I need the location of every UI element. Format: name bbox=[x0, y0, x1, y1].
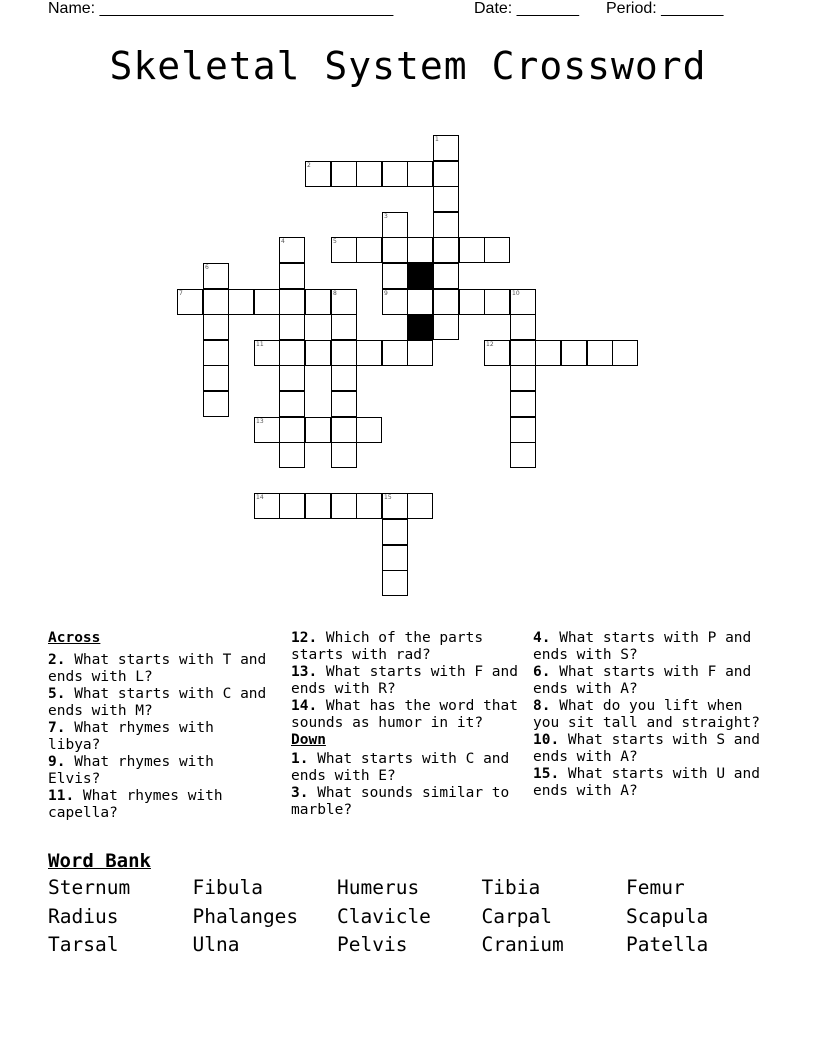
crossword-cell[interactable] bbox=[203, 314, 229, 340]
black-square bbox=[407, 263, 433, 289]
word-bank-item: Fibula bbox=[192, 876, 263, 899]
clues-column-2 bbox=[291, 630, 523, 819]
crossword-cell[interactable] bbox=[407, 237, 433, 263]
crossword-cell[interactable] bbox=[279, 417, 305, 443]
crossword-cell[interactable] bbox=[254, 493, 280, 519]
across-clue bbox=[48, 652, 273, 686]
crossword-cell[interactable] bbox=[382, 237, 408, 263]
word-bank-item: Carpal bbox=[481, 904, 552, 928]
clue-text: What starts with P and ends with S? bbox=[533, 630, 752, 663]
clue-text: What rhymes with libya? bbox=[48, 720, 214, 753]
crossword-cell[interactable] bbox=[356, 161, 382, 187]
down-clue bbox=[291, 751, 523, 785]
clue-number: 13 bbox=[256, 418, 264, 425]
crossword-cell[interactable] bbox=[254, 340, 280, 366]
crossword-cell[interactable] bbox=[459, 237, 485, 263]
crossword-cell[interactable] bbox=[433, 186, 459, 212]
crossword-cell[interactable] bbox=[279, 442, 305, 468]
down-clue bbox=[533, 664, 765, 698]
crossword-cell[interactable] bbox=[356, 493, 382, 519]
clue-number: 1 bbox=[435, 136, 439, 143]
crossword-cell[interactable] bbox=[254, 417, 280, 443]
crossword-cell[interactable] bbox=[279, 289, 305, 315]
crossword-cell[interactable] bbox=[484, 340, 510, 366]
clue-number: 7. bbox=[48, 720, 66, 736]
crossword-cell[interactable] bbox=[561, 340, 587, 366]
crossword-cell[interactable] bbox=[356, 237, 382, 263]
down-clue bbox=[291, 785, 523, 819]
clue-number: 9 bbox=[384, 290, 388, 297]
clues-column-3 bbox=[533, 630, 765, 800]
clue-number: 14 bbox=[256, 494, 264, 501]
clue-text: What rhymes with Elvis? bbox=[48, 754, 214, 787]
clue-text: What starts with T and ends with L? bbox=[48, 652, 267, 685]
clue-text: Which of the parts starts with rad? bbox=[291, 630, 484, 663]
word-bank-item: Tarsal bbox=[48, 933, 119, 956]
crossword-cell[interactable] bbox=[279, 365, 305, 391]
crossword-cell[interactable] bbox=[612, 340, 638, 366]
crossword-cell[interactable] bbox=[279, 314, 305, 340]
clue-number: 6 bbox=[205, 264, 209, 271]
crossword-cell[interactable] bbox=[510, 391, 536, 417]
crossword-cell[interactable] bbox=[510, 442, 536, 468]
clue-number: 12 bbox=[486, 341, 494, 348]
crossword-cell[interactable] bbox=[510, 289, 536, 315]
crossword-cell[interactable] bbox=[433, 237, 459, 263]
crossword-cell[interactable] bbox=[305, 493, 331, 519]
clue-number: 11. bbox=[48, 788, 75, 804]
clue-number: 5 bbox=[333, 238, 337, 245]
crossword-cell[interactable] bbox=[407, 493, 433, 519]
crossword-cell[interactable] bbox=[177, 289, 203, 315]
clue-number: 14. bbox=[291, 698, 318, 714]
crossword-cell[interactable] bbox=[510, 340, 536, 366]
clue-number: 10 bbox=[512, 290, 520, 297]
crossword-cell[interactable] bbox=[203, 263, 229, 289]
crossword-cell[interactable] bbox=[382, 161, 408, 187]
crossword-cell[interactable] bbox=[203, 340, 229, 366]
crossword-cell[interactable] bbox=[407, 289, 433, 315]
crossword-cell[interactable] bbox=[587, 340, 613, 366]
crossword-cell[interactable] bbox=[356, 340, 382, 366]
across-clue bbox=[48, 720, 273, 754]
crossword-cell[interactable] bbox=[279, 340, 305, 366]
crossword-cell[interactable] bbox=[305, 417, 331, 443]
crossword-cell[interactable] bbox=[279, 237, 305, 263]
crossword-cell[interactable] bbox=[510, 365, 536, 391]
clue-number: 10. bbox=[533, 732, 560, 748]
crossword-cell[interactable] bbox=[279, 391, 305, 417]
clue-number: 15. bbox=[533, 766, 560, 782]
clues-column-1 bbox=[48, 630, 273, 822]
crossword-cell[interactable] bbox=[382, 340, 408, 366]
crossword-cell[interactable] bbox=[433, 212, 459, 238]
crossword-cell[interactable] bbox=[382, 519, 408, 545]
crossword-cell[interactable] bbox=[203, 391, 229, 417]
word-bank-item: Pelvis bbox=[337, 933, 408, 956]
crossword-cell[interactable] bbox=[407, 340, 433, 366]
clue-number: 9. bbox=[48, 754, 66, 770]
word-bank-title: Word Bank bbox=[48, 850, 151, 872]
crossword-cell[interactable] bbox=[433, 161, 459, 187]
crossword-cell[interactable] bbox=[382, 493, 408, 519]
crossword-cell[interactable] bbox=[305, 340, 331, 366]
crossword-cell[interactable] bbox=[331, 417, 357, 443]
clue-text: What starts with F and ends with A? bbox=[533, 664, 752, 697]
word-bank-item: Clavicle bbox=[337, 904, 431, 928]
clue-number: 2 bbox=[307, 162, 311, 169]
period-field: Period: _______ bbox=[606, 0, 724, 17]
crossword-cell[interactable] bbox=[305, 161, 331, 187]
crossword-cell[interactable] bbox=[254, 289, 280, 315]
clue-text: What sounds similar to marble? bbox=[291, 785, 510, 818]
across-heading: Across bbox=[48, 630, 101, 646]
crossword-cell[interactable] bbox=[331, 442, 357, 468]
crossword-cell[interactable] bbox=[382, 570, 408, 596]
crossword-cell[interactable] bbox=[407, 161, 433, 187]
clue-number: 4. bbox=[533, 630, 551, 646]
across-clue bbox=[48, 788, 273, 822]
crossword-cell[interactable] bbox=[331, 391, 357, 417]
clue-text: What starts with C and ends with E? bbox=[291, 751, 510, 784]
across-clue bbox=[291, 664, 523, 698]
clue-number: 4 bbox=[281, 238, 285, 245]
word-bank-item: Cranium bbox=[481, 933, 564, 956]
crossword-cell[interactable] bbox=[459, 289, 485, 315]
word-bank-item: Scapula bbox=[626, 904, 709, 928]
across-clue bbox=[291, 698, 523, 732]
crossword-cell[interactable] bbox=[484, 289, 510, 315]
clue-text: What starts with F and ends with R? bbox=[291, 664, 518, 697]
clue-number: 12. bbox=[291, 630, 318, 646]
crossword-cell[interactable] bbox=[279, 263, 305, 289]
clue-number: 2. bbox=[48, 652, 66, 668]
clue-text: What has the word that sounds as humor in it? bbox=[291, 698, 518, 731]
crossword-cell[interactable] bbox=[203, 365, 229, 391]
down-clue bbox=[533, 732, 765, 766]
crossword-cell[interactable] bbox=[331, 314, 357, 340]
word-bank-item: Tibia bbox=[481, 876, 541, 899]
across-clue bbox=[48, 686, 273, 720]
down-clue bbox=[533, 698, 765, 732]
down-heading: Down bbox=[291, 732, 326, 748]
name-field: Name: _________________________________ bbox=[48, 0, 394, 17]
clue-number: 13. bbox=[291, 664, 318, 680]
crossword-cell[interactable] bbox=[382, 545, 408, 571]
crossword-cell[interactable] bbox=[203, 289, 229, 315]
crossword-cell[interactable] bbox=[382, 289, 408, 315]
down-clue bbox=[533, 766, 765, 800]
crossword-cell[interactable] bbox=[433, 135, 459, 161]
crossword-cell[interactable] bbox=[331, 365, 357, 391]
crossword-cell[interactable] bbox=[433, 289, 459, 315]
word-bank-item: Humerus bbox=[337, 876, 420, 899]
page-title: Skeletal System Crossword bbox=[109, 44, 707, 88]
clue-number: 8 bbox=[333, 290, 337, 297]
clue-text: What starts with C and ends with M? bbox=[48, 686, 267, 719]
clue-number: 3. bbox=[291, 785, 309, 801]
down-clue bbox=[533, 630, 765, 664]
crossword-cell[interactable] bbox=[382, 212, 408, 238]
clue-text: What starts with S and ends with A? bbox=[533, 732, 760, 765]
word-bank-item: Sternum bbox=[48, 876, 131, 899]
date-field: Date: _______ bbox=[474, 0, 579, 17]
crossword-cell[interactable] bbox=[382, 263, 408, 289]
crossword-cell[interactable] bbox=[535, 340, 561, 366]
clue-text: What rhymes with capella? bbox=[48, 788, 223, 821]
crossword-cell[interactable] bbox=[356, 417, 382, 443]
crossword-cell[interactable] bbox=[433, 263, 459, 289]
clue-number: 6. bbox=[533, 664, 551, 680]
crossword-cell[interactable] bbox=[331, 289, 357, 315]
clue-number: 7 bbox=[179, 290, 183, 297]
crossword-cell[interactable] bbox=[484, 237, 510, 263]
crossword-cell[interactable] bbox=[331, 237, 357, 263]
clue-number: 11 bbox=[256, 341, 264, 348]
word-bank-item: Phalanges bbox=[192, 904, 299, 928]
black-square bbox=[407, 314, 433, 340]
clue-number: 1. bbox=[291, 751, 309, 767]
crossword-cell[interactable] bbox=[331, 493, 357, 519]
across-clue bbox=[48, 754, 273, 788]
crossword-cell[interactable] bbox=[331, 340, 357, 366]
word-bank-item: Radius bbox=[48, 904, 119, 928]
word-bank-item: Ulna bbox=[192, 933, 240, 956]
crossword-cell[interactable] bbox=[510, 417, 536, 443]
crossword-cell[interactable] bbox=[228, 289, 254, 315]
crossword-cell[interactable] bbox=[510, 314, 536, 340]
word-bank-item: Femur bbox=[626, 876, 685, 899]
crossword-cell[interactable] bbox=[279, 493, 305, 519]
word-bank-item: Patella bbox=[626, 933, 709, 956]
crossword-cell[interactable] bbox=[331, 161, 357, 187]
clue-number: 15 bbox=[384, 494, 392, 501]
across-clue bbox=[291, 630, 523, 664]
clue-number: 3 bbox=[384, 213, 388, 220]
crossword-cell[interactable] bbox=[305, 289, 331, 315]
clue-text: What starts with U and ends with A? bbox=[533, 766, 760, 799]
clue-number: 8. bbox=[533, 698, 551, 714]
clue-number: 5. bbox=[48, 686, 66, 702]
crossword-cell[interactable] bbox=[433, 314, 459, 340]
clue-text: What do you lift when you sit tall and straight? bbox=[533, 698, 760, 731]
